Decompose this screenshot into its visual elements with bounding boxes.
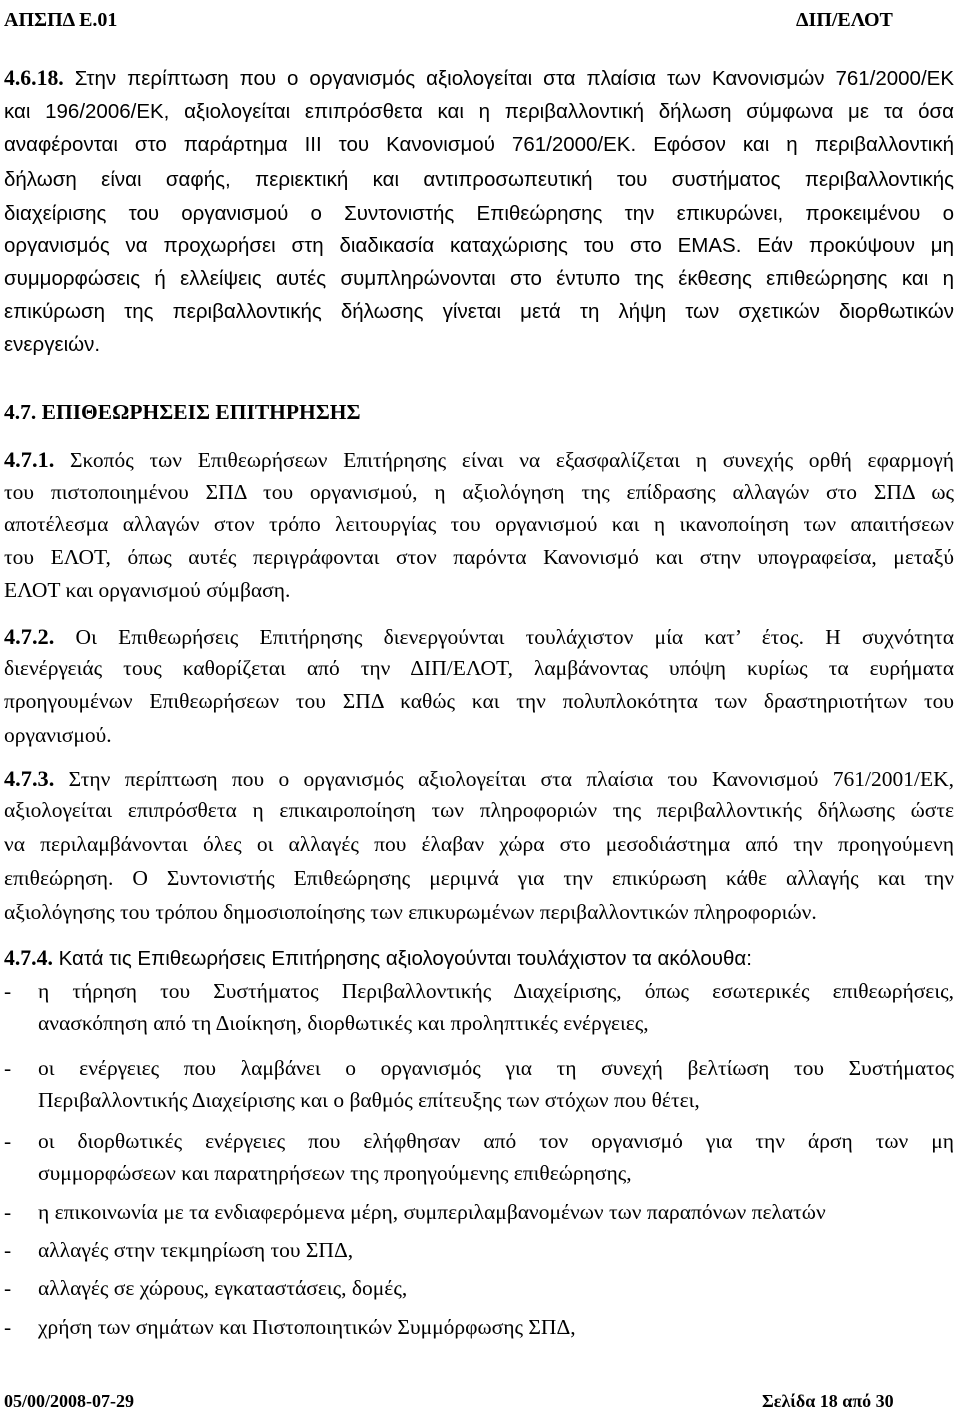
paragraph-text: Οι Επιθεωρήσεις Επιτήρησης διενεργούνται τουλάχιστον μία κατ’ έτος. Η συχνότητα (75, 625, 955, 649)
paragraph-text: Σκοπός των Επιθεωρήσεων Επιτήρησης είναι να εξασφαλίζεται η συνεχής ορθή εφαρμογή (70, 448, 955, 472)
paragraph-4-7-3-line (4, 762, 954, 796)
list-item-line: οι διορθωτικές ενέργειες που ελήφθησαν από τον οργανισμό για την άρση των μη (38, 1129, 954, 1153)
paragraph-number: 4.7.2. (4, 624, 55, 649)
list-item-line: συμμορφώσεων και παρατηρήσεων της προηγούμενης επιθεώρησης, (38, 1161, 632, 1185)
paragraph-4-6-18-line: αναφέρονται στο παράρτημα ΙΙΙ του Κανονισμού 761/2000/ΕΚ. Εφόσον και η περιβαλλοντική (4, 133, 954, 156)
section-title: ΕΠΙΘΕΩΡΗΣΕΙΣ ΕΠΙΤΗΡΗΣΗΣ (41, 400, 361, 424)
paragraph-4-6-18-line: και 196/2006/ΕΚ, αξιολογείται επιπρόσθετα και η περιβαλλοντική δήλωση σύμφωνα με τα όσα (4, 100, 954, 123)
paragraph-4-7-3-line: αξιολογείται επιπρόσθετα η επικαιροποίηση των πληροφοριών της περιβαλλοντικής δήλωσης ώστε (4, 798, 954, 822)
list-bullet: - (4, 1276, 12, 1300)
paragraph-4-6-18-line (4, 62, 954, 95)
list-item-line: ανασκόπηση από τη Διοίκηση, διορθωτικές και προληπτικές ενέργειες, (38, 1011, 649, 1035)
header-document-code: ΑΠΣΠΔ Ε.01 (4, 9, 118, 31)
list-bullet: - (4, 979, 12, 1003)
paragraph-4-7-4-intro (4, 942, 954, 975)
paragraph-4-7-1-line (4, 443, 954, 477)
paragraph-4-7-2-line: προηγουμένων Επιθεωρήσεων του ΣΠΔ καθώς και την πολυπλοκότητα των δραστηριοτήτων του (4, 689, 954, 713)
paragraph-4-7-3-line: να περιλαμβάνονται όλες οι αλλαγές που έλαβαν χώρα στο μεσοδιάστημα από την προηγούμενη (4, 832, 954, 856)
paragraph-4-6-18-line: ενεργειών. (4, 333, 101, 356)
paragraph-4-7-1-line: του πιστοποιημένου ΣΠΔ του οργανισμού, η αξιολόγηση της επίδρασης αλλαγών στο ΣΠΔ ως (4, 480, 954, 504)
list-item-line: αλλαγές στην τεκμηρίωση του ΣΠΔ, (38, 1238, 354, 1262)
paragraph-4-7-2-line: διενέργειάς τους καθορίζεται από την ΔΙΠ/ΕΛΟΤ, λαμβάνοντας υπόψη κυρίως τα ευρήματα (4, 656, 954, 680)
paragraph-4-6-18-line: συμμορφώσεις ή ελλείψεις αυτές συμπληρώνονται στο έντυπο της έκθεσης επιθεώρησης και η (4, 267, 954, 290)
list-item-line: οι ενέργειες που λαμβάνει ο οργανισμός για τη συνεχή βελτίωση του Συστήματος (38, 1056, 954, 1080)
paragraph-text: Στην περίπτωση που ο οργανισμός αξιολογείται στα πλαίσια του Κανονισμού 761/2001/ΕΚ, (68, 767, 955, 791)
section-heading-4-7 (4, 396, 954, 429)
list-item-line: η επικοινωνία με τα ενδιαφερόμενα μέρη, συμπεριλαμβανομένων των παραπόνων πελατών (38, 1200, 826, 1224)
paragraph-number: 4.6.18. (4, 66, 64, 90)
paragraph-text: Στην περίπτωση που ο οργανισμός αξιολογείται στα πλαίσια των Κανονισμών 761/2000/ΕΚ (74, 67, 954, 90)
section-number: 4.7. (4, 400, 37, 424)
list-item-line: η τήρηση του Συστήματος Περιβαλλοντικής Διαχείρισης, όπως εσωτερικές επιθεωρήσεις, (38, 979, 954, 1003)
paragraph-4-6-18-line: διαχείρισης του οργανισμού ο Συντονιστής Επιθεώρησης την επικυρώνει, προκειμένου ο (4, 202, 954, 225)
paragraph-4-6-18-line: οργανισμός να προχωρήσει στη διαδικασία καταχώρισης του στο EMAS. Εάν προκύψουν μη (4, 234, 954, 257)
list-bullet: - (4, 1056, 12, 1080)
list-bullet: - (4, 1238, 12, 1262)
paragraph-4-7-2-line: οργανισμού. (4, 723, 112, 747)
list-item-line: Περιβαλλοντικής Διαχείρισης και ο βαθμός επίτευξης των στόχων που θέτει, (38, 1088, 700, 1112)
paragraph-text: Κατά τις Επιθεωρήσεις Επιτήρησης αξιολογούνται τουλάχιστον τα ακόλουθα: (58, 947, 752, 970)
footer-page-number: Σελίδα 18 από 30 (762, 1391, 894, 1411)
footer-date: 05/00/2008-07-29 (4, 1391, 134, 1411)
paragraph-number: 4.7.3. (4, 766, 55, 791)
paragraph-4-7-3-line: αξιολόγησης του τρόπου δημοσιοποίησης των επικυρωμένων περιβαλλοντικών πληροφοριών. (4, 900, 817, 924)
paragraph-4-6-18-line: δήλωση είναι σαφής, περιεκτική και αντιπροσωπευτική του συστήματος περιβαλλοντικής (4, 168, 954, 191)
paragraph-4-7-3-line: επιθεώρηση. Ο Συντονιστής Επιθεώρησης μεριμνά για την επικύρωση κάθε αλλαγής και την (4, 866, 954, 890)
list-item-line: χρήση των σημάτων και Πιστοποιητικών Συμμόρφωσης ΣΠΔ, (38, 1315, 576, 1339)
paragraph-4-7-1-line: αποτέλεσμα αλλαγών στον τρόπο λειτουργίας του οργανισμού και η ικανοποίηση των απαιτήσεων (4, 512, 954, 536)
paragraph-4-6-18-line: επικύρωση της περιβαλλοντικής δήλωσης γίνεται μετά τη λήψη των σχετικών διορθωτικών (4, 300, 954, 323)
paragraph-4-7-2-line (4, 620, 954, 654)
list-item-line: αλλαγές σε χώρους, εγκαταστάσεις, δομές, (38, 1276, 408, 1300)
list-bullet: - (4, 1315, 12, 1339)
header-organization: ΔΙΠ/ΕΛΟΤ (796, 9, 893, 31)
list-bullet: - (4, 1200, 12, 1224)
paragraph-4-7-1-line: του ΕΛΟΤ, όπως αυτές περιγράφονται στον παρόντα Κανονισμό και στην υπογραφείσα, μεταξύ (4, 545, 954, 569)
paragraph-4-7-1-line: ΕΛΟΤ και οργανισμού σύμβαση. (4, 578, 291, 602)
paragraph-number: 4.7.1. (4, 447, 55, 472)
paragraph-number: 4.7.4. (4, 946, 53, 970)
list-bullet: - (4, 1129, 12, 1153)
